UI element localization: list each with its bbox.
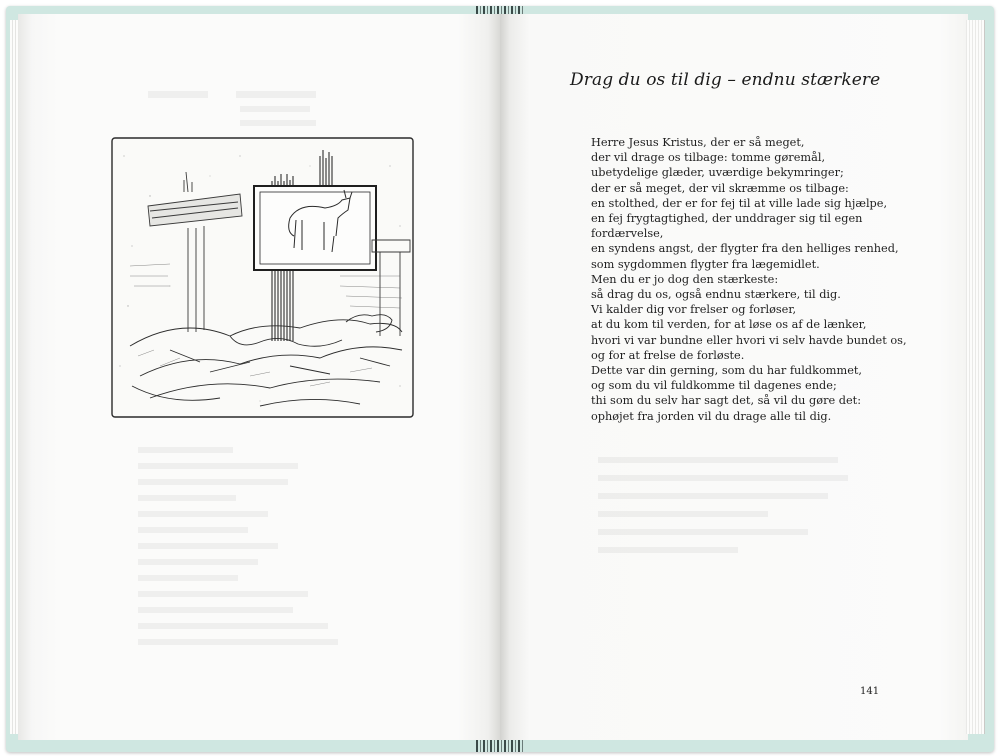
poem-title: Drag du os til dig – endnu stærkere [570,70,881,90]
poem-line: Herre Jesus Kristus, der er så meget, [591,136,805,149]
poem-line: der vil drage os tilbage: tomme gøremål, [591,151,826,165]
poem-line: en syndens angst, der flygter fra den helliges renhed, [591,242,899,256]
poem-line: som sygdommen flygter fra lægemidlet. [591,257,820,271]
show-through-left-bottom [130,430,340,640]
poem-body [591,135,907,424]
poem-line: og for at frelse de forløste. [591,348,745,362]
poem-line: Dette var din gerning, som du har fuldkommet, [591,364,863,378]
poem-line: Men du er jo dog den stærkeste: [591,272,779,286]
poem-line: en stolthed, der er for fej til at ville lade sig hjælpe, [591,196,888,210]
poem-line: hvori vi var bundne eller hvori vi selv havde bundet os, [591,333,907,347]
poem-line: ophøjet fra jorden vil du drage alle til dig. [591,409,832,423]
poem-line: thi som du selv har sagt det, så vil du gøre det: [591,394,862,408]
poem-line: at du kom til verden, for at løse os af de lænker, [591,318,867,332]
right-page-edges [966,20,985,734]
poem-line: så drag du os, også endnu stærkere, til dig. [591,288,841,302]
poem-line: fordærvelse, [591,227,664,241]
poem-line: ubetydelige glæder, uværdige bekymringer; [591,166,844,180]
show-through-left-top [140,74,310,118]
poem-line: og som du vil fuldkomme til dagenes ende; [591,379,837,393]
poem-line: der er så meget, der vil skræmme os tilbage: [591,181,849,195]
poem-line: Vi kalder dig vor frelser og forløser, [591,303,797,317]
poem-line: en fej frygtagtighed, der unddrager sig til egen [591,212,863,226]
show-through-right-bottom [590,440,850,560]
page-number: 141 [860,686,880,697]
etching-illustration [110,136,415,419]
spine-tailband [476,738,524,752]
